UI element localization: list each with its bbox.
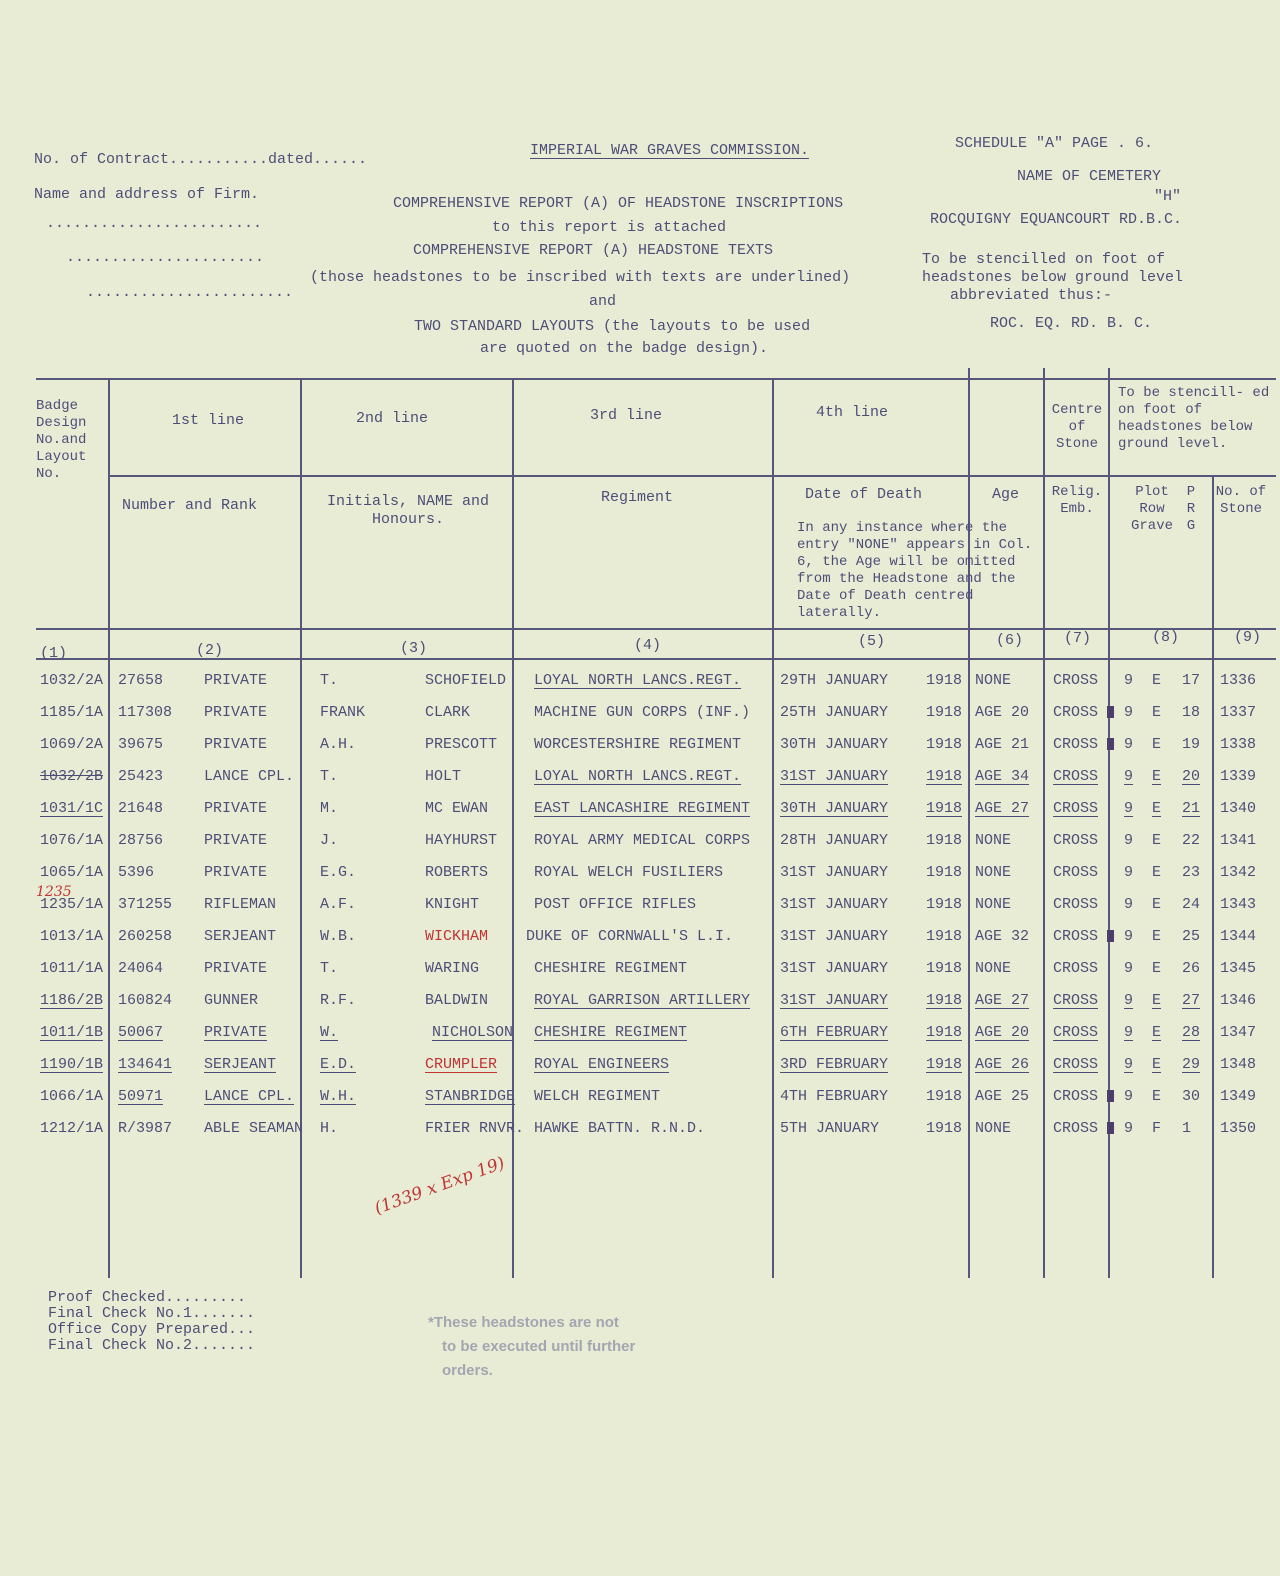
row-letter-cell: E	[1152, 896, 1162, 913]
initials-cell: J.	[320, 832, 339, 849]
surname-cell: CLARK	[425, 704, 471, 721]
age-cell: AGE 32	[975, 928, 1030, 945]
report-line-6: TWO STANDARD LAYOUTS (the layouts to be used	[414, 318, 811, 335]
badge-design-cell: 1011/1A	[40, 960, 104, 977]
age-cell: AGE 26	[975, 1056, 1030, 1073]
report-line-1: COMPREHENSIVE REPORT (A) OF HEADSTONE INSCRIPTIONS	[393, 195, 844, 212]
service-number-cell: 260258	[118, 928, 173, 945]
surname-cell: NICHOLSON	[432, 1024, 514, 1041]
death-date-cell: 30TH JANUARY	[780, 736, 889, 753]
initials-cell: E.G.	[320, 864, 357, 881]
stone-number-cell: 1340	[1220, 800, 1257, 817]
stone-number-cell: 1343	[1220, 896, 1257, 913]
initials-cell: R.F.	[320, 992, 357, 1009]
report-line-4: (those headstones to be inscribed with texts are underlined)	[310, 269, 851, 286]
report-line-7: are quoted on the badge design).	[480, 340, 769, 357]
surname-cell: WARING	[425, 960, 480, 977]
religious-emblem-cell: CROSS	[1053, 800, 1099, 817]
badge-design-cell: 1032/2A	[40, 672, 104, 689]
regiment-cell: MACHINE GUN CORPS (INF.)	[534, 704, 751, 721]
regiment-cell: DUKE OF CORNWALL'S L.I.	[526, 928, 734, 945]
death-year-cell: 1918	[926, 896, 963, 913]
initials-name-header: Initials, NAME and Honours.	[326, 493, 490, 528]
death-year-cell: 1918	[926, 960, 963, 977]
stencil-line-2: headstones below ground level	[922, 269, 1184, 286]
table-row	[0, 664, 1280, 696]
death-date-cell: 31ST JANUARY	[780, 928, 889, 945]
religious-emblem-cell: CROSS	[1053, 672, 1099, 689]
col-num-2: (2)	[196, 642, 224, 659]
plot-cell: 9	[1124, 864, 1134, 881]
stone-number-cell: 1350	[1220, 1120, 1257, 1137]
row-letter-cell: E	[1152, 800, 1162, 817]
service-number-cell: 50971	[118, 1088, 164, 1105]
grave-number-cell: 22	[1182, 832, 1201, 849]
initials-cell: W.	[320, 1024, 339, 1041]
religious-emblem-cell: CROSS	[1053, 1088, 1099, 1105]
report-line-2: to this report is attached	[492, 219, 727, 236]
regiment-cell: POST OFFICE RIFLES	[534, 896, 697, 913]
abbreviation: ROC. EQ. RD. B. C.	[990, 315, 1153, 332]
service-number-cell: 24064	[118, 960, 164, 977]
initials-cell: W.H.	[320, 1088, 357, 1105]
stone-number-header: No. of Stone	[1215, 484, 1267, 517]
death-year-cell: 1918	[926, 1088, 963, 1105]
grave-number-cell: 29	[1182, 1056, 1201, 1073]
initials-cell: E.D.	[320, 1056, 357, 1073]
rank-cell: PRIVATE	[204, 736, 268, 753]
plot-row-grave-header: Plot Row Grave	[1130, 484, 1173, 534]
plot-cell: 9	[1124, 896, 1134, 913]
cemetery-name: ROCQUIGNY EQUANCOURT RD.B.C.	[930, 211, 1183, 228]
col-num-8: (8)	[1152, 629, 1180, 646]
row-letter-cell: E	[1152, 1056, 1162, 1073]
grave-number-cell: 30	[1182, 1088, 1201, 1105]
grave-number-cell: 21	[1182, 800, 1201, 817]
plot-cell: 9	[1124, 736, 1134, 753]
age-cell: NONE	[975, 864, 1012, 881]
rank-cell: PRIVATE	[204, 832, 268, 849]
fourth-line-header: 4th line	[816, 404, 889, 421]
death-date-cell: 5TH JANUARY	[780, 1120, 880, 1137]
religious-mark	[1107, 738, 1114, 750]
regiment-header: Regiment	[601, 489, 674, 506]
stone-number-cell: 1345	[1220, 960, 1257, 977]
rank-cell: SERJEANT	[204, 1056, 277, 1073]
age-cell: AGE 20	[975, 1024, 1030, 1041]
row-letter-cell: E	[1152, 704, 1162, 721]
death-year-cell: 1918	[926, 832, 963, 849]
col-num-3: (3)	[400, 640, 428, 657]
initials-cell: T.	[320, 672, 339, 689]
service-number-cell: 21648	[118, 800, 164, 817]
age-cell: NONE	[975, 832, 1012, 849]
commission-title: IMPERIAL WAR GRAVES COMMISSION.	[530, 142, 810, 159]
age-cell: NONE	[975, 1120, 1012, 1137]
col-num-6: (6)	[996, 632, 1024, 649]
rank-cell: PRIVATE	[204, 864, 268, 881]
final-check-2: Final Check No.2.......	[48, 1337, 256, 1354]
table-row	[0, 952, 1280, 984]
death-year-cell: 1918	[926, 768, 963, 785]
row-letter-cell: E	[1152, 992, 1162, 1009]
service-number-cell: 27658	[118, 672, 164, 689]
stencil-header: To be stencill- ed on foot of headstones below ground level.	[1118, 385, 1270, 452]
first-line-header: 1st line	[172, 412, 245, 429]
firm-dots-1: ........................	[46, 215, 263, 232]
report-line-5: and	[589, 293, 617, 310]
grave-number-cell: 25	[1182, 928, 1201, 945]
religious-emblem-cell: CROSS	[1053, 1024, 1099, 1041]
age-cell: NONE	[975, 672, 1012, 689]
badge-design-cell: 1185/1A	[40, 704, 104, 721]
col-num-7: (7)	[1064, 630, 1092, 647]
table-row	[0, 1112, 1280, 1144]
stone-number-cell: 1346	[1220, 992, 1257, 1009]
stone-number-cell: 1341	[1220, 832, 1257, 849]
grave-number-cell: 18	[1182, 704, 1201, 721]
regiment-cell: ROYAL ENGINEERS	[534, 1056, 670, 1073]
death-date-cell: 31ST JANUARY	[780, 960, 889, 977]
badge-design-header: Badge Design No.and Layout No.	[36, 398, 87, 482]
table-row	[0, 824, 1280, 856]
death-date-cell: 3RD FEBRUARY	[780, 1056, 889, 1073]
prg-header: P R G	[1186, 484, 1196, 534]
table-row	[0, 1048, 1280, 1080]
death-year-cell: 1918	[926, 864, 963, 881]
row-letter-cell: E	[1152, 864, 1162, 881]
age-header: Age	[992, 486, 1020, 503]
surname-cell: MC EWAN	[425, 800, 489, 817]
badge-design-cell: 1013/1A	[40, 928, 104, 945]
plot-cell: 9	[1124, 960, 1134, 977]
stone-number-cell: 1348	[1220, 1056, 1257, 1073]
badge-design-cell: 1032/2B	[40, 768, 104, 785]
grave-number-cell: 17	[1182, 672, 1201, 689]
religious-mark	[1107, 930, 1114, 942]
row-letter-cell: E	[1152, 768, 1162, 785]
service-number-cell: 160824	[118, 992, 173, 1009]
red-handwritten-note: (1339 x Exp 19)	[372, 1153, 508, 1219]
rank-cell: RIFLEMAN	[204, 896, 277, 913]
initials-cell: H.	[320, 1120, 339, 1137]
plot-cell: 9	[1124, 832, 1134, 849]
religious-emblem-cell: CROSS	[1053, 768, 1099, 785]
death-year-cell: 1918	[926, 1120, 963, 1137]
surname-cell: KNIGHT	[425, 896, 480, 913]
age-cell: AGE 25	[975, 1088, 1030, 1105]
surname-cell: ROBERTS	[425, 864, 489, 881]
service-number-cell: R/3987	[118, 1120, 173, 1137]
badge-design-cell: 1065/1A	[40, 864, 104, 881]
stone-number-cell: 1342	[1220, 864, 1257, 881]
surname-cell: HOLT	[425, 768, 462, 785]
stone-number-cell: 1339	[1220, 768, 1257, 785]
table-header-divider	[110, 475, 1276, 477]
firm-dots-2: ......................	[66, 249, 265, 266]
regiment-cell: LOYAL NORTH LANCS.REGT.	[534, 672, 742, 689]
cemetery-label: NAME OF CEMETERY	[1017, 168, 1162, 185]
grave-number-cell: 20	[1182, 768, 1201, 785]
badge-design-cell: 1190/1B	[40, 1056, 104, 1073]
age-cell: AGE 27	[975, 992, 1030, 1009]
plot-cell: 9	[1124, 1120, 1134, 1137]
col-num-5: (5)	[858, 633, 886, 650]
age-cell: AGE 27	[975, 800, 1030, 817]
table-row	[0, 792, 1280, 824]
stone-number-cell: 1338	[1220, 736, 1257, 753]
initials-cell: FRANK	[320, 704, 366, 721]
grave-number-cell: 24	[1182, 896, 1201, 913]
firm-label: Name and address of Firm.	[34, 186, 260, 203]
plot-cell: 9	[1124, 928, 1134, 945]
badge-design-cell: 1186/2B	[40, 992, 104, 1009]
table-row	[0, 920, 1280, 952]
religious-emblem-cell: CROSS	[1053, 928, 1099, 945]
initials-cell: A.F.	[320, 896, 357, 913]
badge-design-cell: 1235/1A	[40, 896, 104, 913]
stamp-line-3: orders.	[442, 1362, 493, 1379]
plot-letter: "H"	[1154, 188, 1182, 205]
death-year-cell: 1918	[926, 1056, 963, 1073]
table-top-rule	[36, 378, 1276, 380]
death-date-cell: 31ST JANUARY	[780, 864, 889, 881]
badge-design-cell: 1076/1A	[40, 832, 104, 849]
plot-cell: 9	[1124, 672, 1134, 689]
regiment-cell: WELCH REGIMENT	[534, 1088, 661, 1105]
grave-number-cell: 26	[1182, 960, 1201, 977]
table-row	[0, 760, 1280, 792]
contract-line: No. of Contract...........dated......	[34, 151, 368, 168]
col-num-4: (4)	[634, 637, 662, 654]
stone-number-cell: 1344	[1220, 928, 1257, 945]
col-num-9: (9)	[1234, 629, 1262, 646]
grave-number-cell: 1	[1182, 1120, 1192, 1137]
row-letter-cell: E	[1152, 1088, 1162, 1105]
religious-emblem-cell: CROSS	[1053, 736, 1099, 753]
stencil-line-1: To be stencilled on foot of	[922, 251, 1166, 268]
age-cell: NONE	[975, 960, 1012, 977]
surname-cell: SCHOFIELD	[425, 672, 507, 689]
religious-emblem-cell: CROSS	[1053, 992, 1099, 1009]
surname-cell: PRESCOTT	[425, 736, 498, 753]
row-letter-cell: E	[1152, 672, 1162, 689]
second-line-header: 2nd line	[356, 410, 429, 427]
plot-cell: 9	[1124, 992, 1134, 1009]
plot-cell: 9	[1124, 1024, 1134, 1041]
age-cell: NONE	[975, 896, 1012, 913]
grave-number-cell: 19	[1182, 736, 1201, 753]
regiment-cell: ROYAL WELCH FUSILIERS	[534, 864, 724, 881]
death-year-cell: 1918	[926, 672, 963, 689]
initials-cell: A.H.	[320, 736, 357, 753]
rank-cell: SERJEANT	[204, 928, 277, 945]
row-letter-cell: E	[1152, 960, 1162, 977]
badge-design-cell: 1011/1B	[40, 1024, 104, 1041]
centre-stone-header: Centre of Stone	[1051, 402, 1103, 452]
initials-cell: W.B.	[320, 928, 357, 945]
religious-emblem-cell: CROSS	[1053, 704, 1099, 721]
initials-cell: M.	[320, 800, 339, 817]
plot-cell: 9	[1124, 1056, 1134, 1073]
stone-number-cell: 1337	[1220, 704, 1257, 721]
surname-cell: FRIER RNVR.	[425, 1120, 525, 1137]
grave-number-cell: 27	[1182, 992, 1201, 1009]
stone-number-cell: 1349	[1220, 1088, 1257, 1105]
death-date-cell: 31ST JANUARY	[780, 992, 889, 1009]
table-row	[0, 728, 1280, 760]
service-number-cell: 5396	[118, 864, 155, 881]
row-letter-cell: E	[1152, 1024, 1162, 1041]
surname-cell: BALDWIN	[425, 992, 489, 1009]
plot-cell: 9	[1124, 704, 1134, 721]
initials-cell: T.	[320, 960, 339, 977]
rank-cell: LANCE CPL.	[204, 1088, 295, 1105]
office-copy: Office Copy Prepared...	[48, 1321, 256, 1338]
regiment-cell: EAST LANCASHIRE REGIMENT	[534, 800, 751, 817]
religious-mark	[1107, 1122, 1114, 1134]
row-letter-cell: F	[1152, 1120, 1162, 1137]
schedule-page: SCHEDULE "A" PAGE . 6.	[955, 135, 1154, 152]
none-age-note: In any instance where the entry "NONE" appears in Col. 6, the Age will be omitted from the Headstone and the Date of Death centred laterally.	[797, 520, 1033, 621]
service-number-cell: 50067	[118, 1024, 164, 1041]
service-number-cell: 371255	[118, 896, 173, 913]
final-check-1: Final Check No.1.......	[48, 1305, 256, 1322]
rank-cell: ABLE SEAMAN	[204, 1120, 304, 1137]
regiment-cell: ROYAL GARRISON ARTILLERY	[534, 992, 751, 1009]
badge-design-cell: 1212/1A	[40, 1120, 104, 1137]
regiment-cell: HAWKE BATTN. R.N.D.	[534, 1120, 706, 1137]
table-row	[0, 696, 1280, 728]
religious-emblem-cell: CROSS	[1053, 1056, 1099, 1073]
religious-emblem-cell: CROSS	[1053, 896, 1099, 913]
grave-number-cell: 28	[1182, 1024, 1201, 1041]
surname-cell: STANBRIDGE	[425, 1088, 516, 1105]
death-date-cell: 31ST JANUARY	[780, 896, 889, 913]
stencil-line-3: abbreviated thus:-	[950, 287, 1113, 304]
religious-emblem-cell: CROSS	[1053, 864, 1099, 881]
religious-mark	[1107, 706, 1114, 718]
rank-cell: PRIVATE	[204, 672, 268, 689]
service-number-cell: 134641	[118, 1056, 173, 1073]
grave-number-cell: 23	[1182, 864, 1201, 881]
plot-cell: 9	[1124, 768, 1134, 785]
table-row	[0, 984, 1280, 1016]
report-line-3: COMPREHENSIVE REPORT (A) HEADSTONE TEXTS	[413, 242, 774, 259]
age-cell: AGE 20	[975, 704, 1030, 721]
table-row	[0, 1016, 1280, 1048]
death-year-cell: 1918	[926, 704, 963, 721]
death-date-cell: 30TH JANUARY	[780, 800, 889, 817]
surname-cell: WICKHAM	[425, 928, 489, 945]
regiment-cell: ROYAL ARMY MEDICAL CORPS	[534, 832, 751, 849]
religious-emblem-cell: CROSS	[1053, 960, 1099, 977]
stone-number-cell: 1336	[1220, 672, 1257, 689]
stamp-line-1: *These headstones are not	[428, 1314, 619, 1331]
death-year-cell: 1918	[926, 928, 963, 945]
table-row	[0, 856, 1280, 888]
rank-cell: PRIVATE	[204, 960, 268, 977]
service-number-cell: 117308	[118, 704, 173, 721]
relig-emb-header: Relig. Emb.	[1051, 484, 1103, 517]
death-date-cell: 4TH FEBRUARY	[780, 1088, 889, 1105]
rank-cell: LANCE CPL.	[204, 768, 295, 785]
service-number-cell: 39675	[118, 736, 164, 753]
regiment-cell: LOYAL NORTH LANCS.REGT.	[534, 768, 742, 785]
proof-checked: Proof Checked.........	[48, 1289, 247, 1306]
firm-dots-3: .......................	[86, 284, 294, 301]
table-row	[0, 888, 1280, 920]
surname-cell: HAYHURST	[425, 832, 498, 849]
regiment-cell: WORCESTERSHIRE REGIMENT	[534, 736, 742, 753]
regiment-cell: CHESHIRE REGIMENT	[534, 960, 688, 977]
surname-cell: CRUMPLER	[425, 1056, 498, 1073]
death-year-cell: 1918	[926, 736, 963, 753]
service-number-cell: 25423	[118, 768, 164, 785]
stamp-line-2: to be executed until further	[442, 1338, 636, 1355]
religious-mark	[1107, 1090, 1114, 1102]
badge-correction: 1235	[36, 884, 72, 900]
col-num-1: (1)	[40, 645, 68, 662]
death-date-cell: 6TH FEBRUARY	[780, 1024, 889, 1041]
stone-number-cell: 1347	[1220, 1024, 1257, 1041]
row-letter-cell: E	[1152, 736, 1162, 753]
death-date-cell: 25TH JANUARY	[780, 704, 889, 721]
religious-emblem-cell: CROSS	[1053, 1120, 1099, 1137]
religious-emblem-cell: CROSS	[1053, 832, 1099, 849]
rank-cell: PRIVATE	[204, 800, 268, 817]
row-letter-cell: E	[1152, 832, 1162, 849]
service-number-cell: 28756	[118, 832, 164, 849]
death-date-cell: 29TH JANUARY	[780, 672, 889, 689]
rank-cell: GUNNER	[204, 992, 259, 1009]
rank-cell: PRIVATE	[204, 1024, 268, 1041]
badge-design-cell: 1031/1C	[40, 800, 104, 817]
age-cell: AGE 21	[975, 736, 1030, 753]
row-letter-cell: E	[1152, 928, 1162, 945]
age-cell: AGE 34	[975, 768, 1030, 785]
table-row	[0, 1080, 1280, 1112]
death-year-cell: 1918	[926, 1024, 963, 1041]
rank-cell: PRIVATE	[204, 704, 268, 721]
plot-cell: 9	[1124, 800, 1134, 817]
third-line-header: 3rd line	[590, 407, 663, 424]
death-date-cell: 28TH JANUARY	[780, 832, 889, 849]
death-year-cell: 1918	[926, 992, 963, 1009]
death-date-cell: 31ST JANUARY	[780, 768, 889, 785]
regiment-cell: CHESHIRE REGIMENT	[534, 1024, 688, 1041]
badge-design-cell: 1069/2A	[40, 736, 104, 753]
plot-cell: 9	[1124, 1088, 1134, 1105]
date-of-death-header: Date of Death	[805, 486, 923, 503]
badge-design-cell: 1066/1A	[40, 1088, 104, 1105]
number-rank-header: Number and Rank	[122, 497, 258, 514]
initials-cell: T.	[320, 768, 339, 785]
death-year-cell: 1918	[926, 800, 963, 817]
